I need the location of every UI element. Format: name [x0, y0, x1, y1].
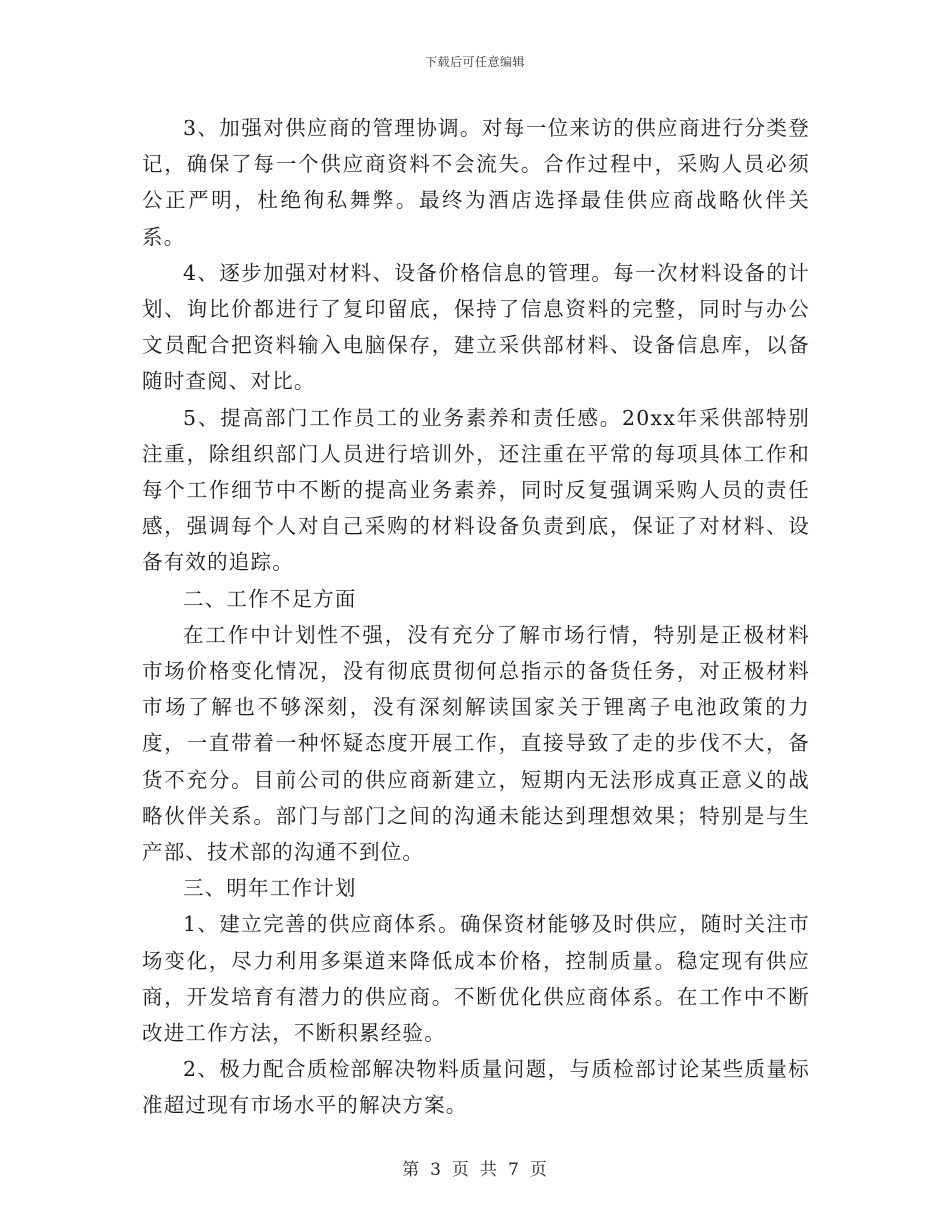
page-label-suffix: 页: [529, 1160, 548, 1180]
paragraph-plan-1: 1、建立完善的供应商体系。确保资材能够及时供应，随时关注市场变化，尽力利用多渠道来降低成本价格，控制质量。稳定现有供应商，开发培育有潜力的供应商。不断优化供应商体系。在工作中不断改进工作方法，不断积累经验。: [142, 912, 810, 1046]
page-label-prefix: 第: [402, 1160, 421, 1180]
total-pages-number: 7: [508, 1160, 520, 1180]
page-footer: [0, 1155, 950, 1180]
paragraph-plan-2: 2、极力配合质检部解决物料质量问题，与质检部讨论某些质量标准超过现有市场水平的解决方案。: [142, 1057, 810, 1118]
paragraph-item-4: 4、逐步加强对材料、设备价格信息的管理。每一次材料设备的计划、询比价都进行了复印留底，保持了信息资料的完整，同时与办公文员配合把资料输入电脑保存，建立采供部材料、设备信息库，以备随时查阅、对比。: [142, 260, 810, 394]
section-heading-shortcomings: 二、工作不足方面: [183, 586, 357, 611]
current-page-number: 3: [430, 1160, 442, 1180]
paragraph-item-3: 3、加强对供应商的管理协调。对每一位来访的供应商进行分类登记，确保了每一个供应商资料不会流失。合作过程中，采购人员必须公正严明，杜绝徇私舞弊。最终为酒店选择最佳供应商战略伙伴关系。: [142, 116, 810, 249]
document-body: [142, 110, 810, 1124]
page-header: 下载后可任意编辑: [424, 55, 525, 69]
paragraph-shortcomings: 在工作中计划性不强，没有充分了解市场行情，特别是正极材料市场价格变化情况，没有彻底贯彻何总指示的备货任务，对正极材料市场了解也不够深刻，没有深刻解读国家关于锂离子电池政策的力度，一直带着一种怀疑态度开展工作，直接导致了走的步伐不大，备货不充分。目前公司的供应商新建立，短期内无法形成真正意义的战略伙伴关系。部门与部门之间的沟通未能达到理想效果；特别是与生产部、技术部的沟通不到位。: [142, 622, 810, 865]
page-label-mid1: 页: [452, 1160, 470, 1180]
page-label-mid2: 共: [480, 1160, 498, 1180]
paragraph-item-5: 5、提高部门工作员工的业务素养和责任感。20xx年采供部特别注重，除组织部门人员进行培训外，还注重在平常的每项具体工作和每个工作细节中不断的提高业务素养，同时反复强调采购人员的责任感，强调每个人对自己采购的材料设备负责到底，保证了对材料、设备有效的追踪。: [142, 405, 810, 575]
section-heading-next-year-plan: 三、明年工作计划: [183, 876, 357, 901]
